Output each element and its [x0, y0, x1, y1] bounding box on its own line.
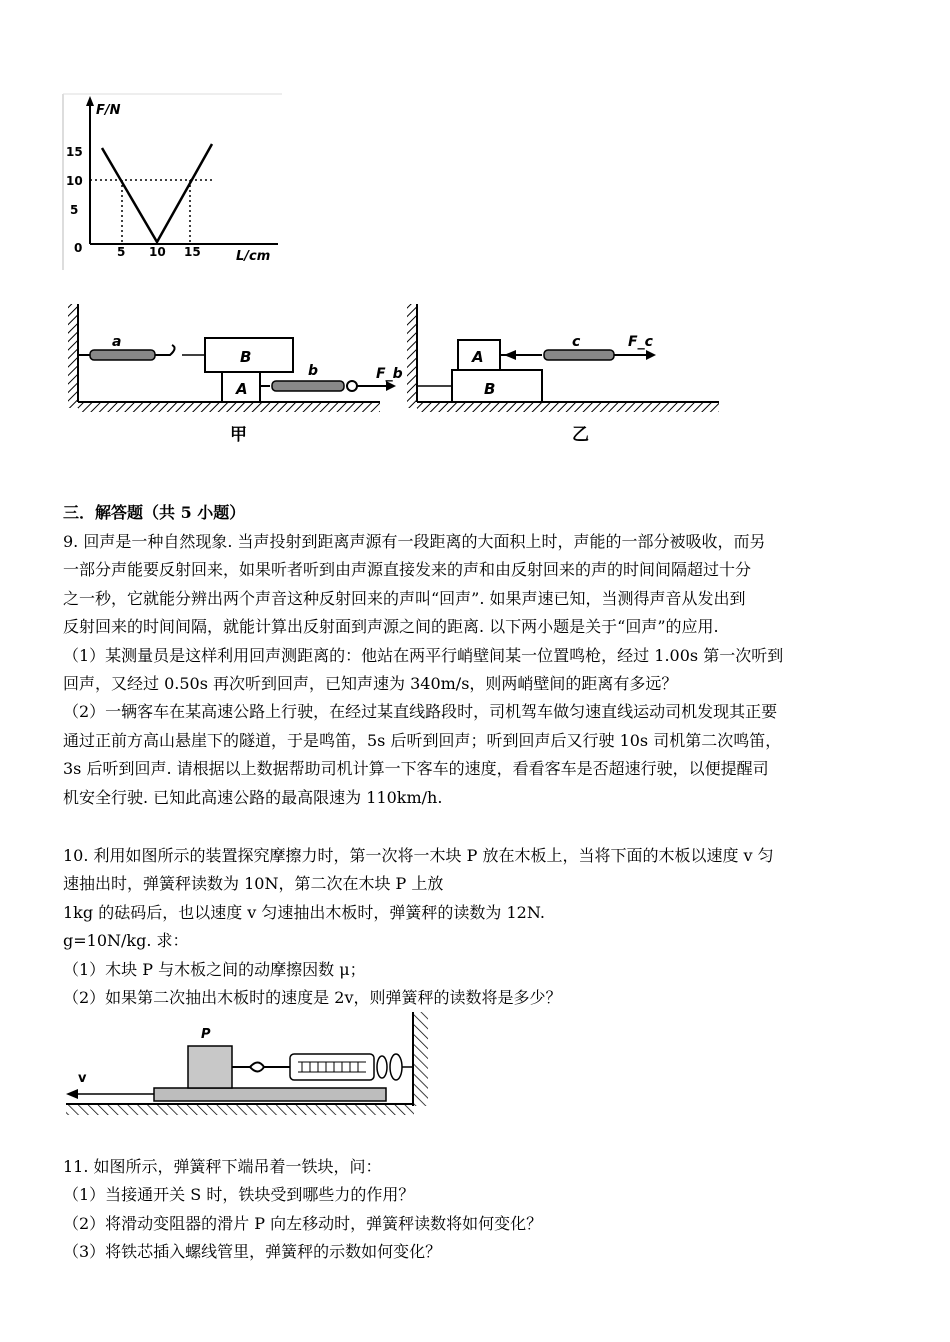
x-tick-15: 15	[184, 245, 201, 259]
block-a-yi-label: A	[472, 348, 484, 366]
setup-jia	[68, 304, 403, 445]
block-a-label: A	[236, 380, 248, 398]
q9-line: 3s 后听到回声. 请根据以上数据帮助司机计算一下客车的速度，看看客车是否超速行驶，以便提醒司	[63, 759, 769, 779]
q11-line: （2）将滑动变阻器的滑片 P 向左移动时，弹簧秤读数将如何变化？	[63, 1213, 543, 1233]
wooden-board	[154, 1088, 386, 1101]
spring-b	[272, 381, 344, 391]
question-11	[63, 1153, 893, 1267]
setup-yi-title: 乙	[572, 425, 589, 445]
y-tick-10: 10	[66, 174, 83, 188]
setup-yi	[407, 304, 719, 445]
q9-line: （2）一辆客车在某高速公路上行驶，在经过某直线路段时，司机驾车做匀速直线运动司机发现其正要	[63, 702, 778, 722]
spring-block-figure	[60, 298, 725, 448]
force-length-graph	[60, 92, 285, 272]
q11-line: （3）将铁芯插入螺线管里，弹簧秤的示数如何变化？	[63, 1242, 442, 1262]
block-p-label: P	[201, 1027, 211, 1042]
q11-line: （1）当接通开关 S 时，铁块受到哪些力的作用？	[63, 1185, 415, 1205]
spring-a	[90, 350, 155, 360]
block-b-yi-label: B	[484, 380, 496, 398]
setup-jia-title: 甲	[230, 425, 247, 445]
spring-c-label: c	[572, 334, 581, 350]
q9-line: 9. 回声是一种自然现象. 当声投射到距离声源有一段距离的大面积上时，声能的一部分被吸收，而另	[63, 532, 766, 551]
q11-line: 11. 如图所示，弹簧秤下端吊着一铁块，问：	[63, 1157, 382, 1176]
spring-a-label: a	[112, 334, 122, 350]
q10-line: g=10N/kg. 求：	[63, 931, 189, 951]
q10-line: 10. 利用如图所示的装置探究摩擦力时，第一次将一木块 P 放在木板上，当将下面的木板以速度 v 匀	[63, 846, 774, 865]
block-b-label: B	[240, 348, 252, 366]
q10-line: 速抽出时，弹簧秤读数为 10N，第二次在木块 P 上放	[63, 874, 444, 894]
force-b-label: F_b	[376, 366, 403, 382]
force-curve	[102, 144, 212, 242]
velocity-label: v	[78, 1071, 87, 1086]
q10-line: （1）木块 P 与木板之间的动摩擦因数 μ；	[63, 959, 366, 979]
q10-line: （2）如果第二次抽出木板时的速度是 2v，则弹簧秤的读数将是多少？	[63, 988, 562, 1008]
q9-line: 通过正前方高山悬崖下的隧道，于是鸣笛，5s 后听到回声；听到回声后又行驶 10s 司机第二次鸣笛，	[63, 730, 782, 750]
x-tick-0: 0	[74, 241, 83, 255]
friction-apparatus-figure	[62, 1010, 442, 1125]
q9-line: 之一秒，它就能分辨出两个声音这种反射回来的声叫“回声”. 如果声速已知，当测得声音从发出到	[63, 588, 746, 608]
force-c-label: F_c	[628, 334, 653, 350]
x-tick-10: 10	[149, 245, 166, 259]
q9-line: 回声，又经过 0.50s 再次听到回声，已知声速为 340m/s，则两峭壁间的距离有多远？	[63, 674, 678, 694]
q9-line: 反射回来的时间间隔，就能计算出反射面到声源之间的距离. 以下两小题是关于“回声”的应用.	[63, 617, 719, 637]
spring-balance	[290, 1054, 374, 1080]
y-tick-5: 5	[70, 203, 79, 217]
x-tick-5: 5	[117, 245, 126, 259]
spring-b-label: b	[308, 363, 319, 379]
section-title: 三．解答题（共 5 小题）	[63, 503, 246, 522]
spring-c	[544, 350, 614, 360]
question-10	[63, 842, 893, 1012]
y-axis-label: F/N	[96, 103, 121, 118]
q9-line: （1）某测量员是这样利用回声测距离的：他站在两平行峭壁间某一位置鸣枪，经过 1.00s 第一次听到	[63, 645, 784, 665]
block-b-yi	[452, 370, 542, 402]
block-p	[188, 1046, 232, 1088]
question-9	[63, 528, 893, 812]
y-tick-15: 15	[66, 145, 83, 159]
q9-line: 机安全行驶. 已知此高速公路的最高限速为 110km/h.	[63, 787, 443, 807]
q10-line: 1kg 的砝码后，也以速度 v 匀速抽出木板时，弹簧秤的读数为 12N.	[63, 902, 545, 922]
x-axis-label: L/cm	[236, 249, 271, 264]
q9-line: 一部分声能要反射回来，如果听者听到由声源直接发来的声和由反射回来的声的时间间隔超过十分	[63, 560, 752, 580]
